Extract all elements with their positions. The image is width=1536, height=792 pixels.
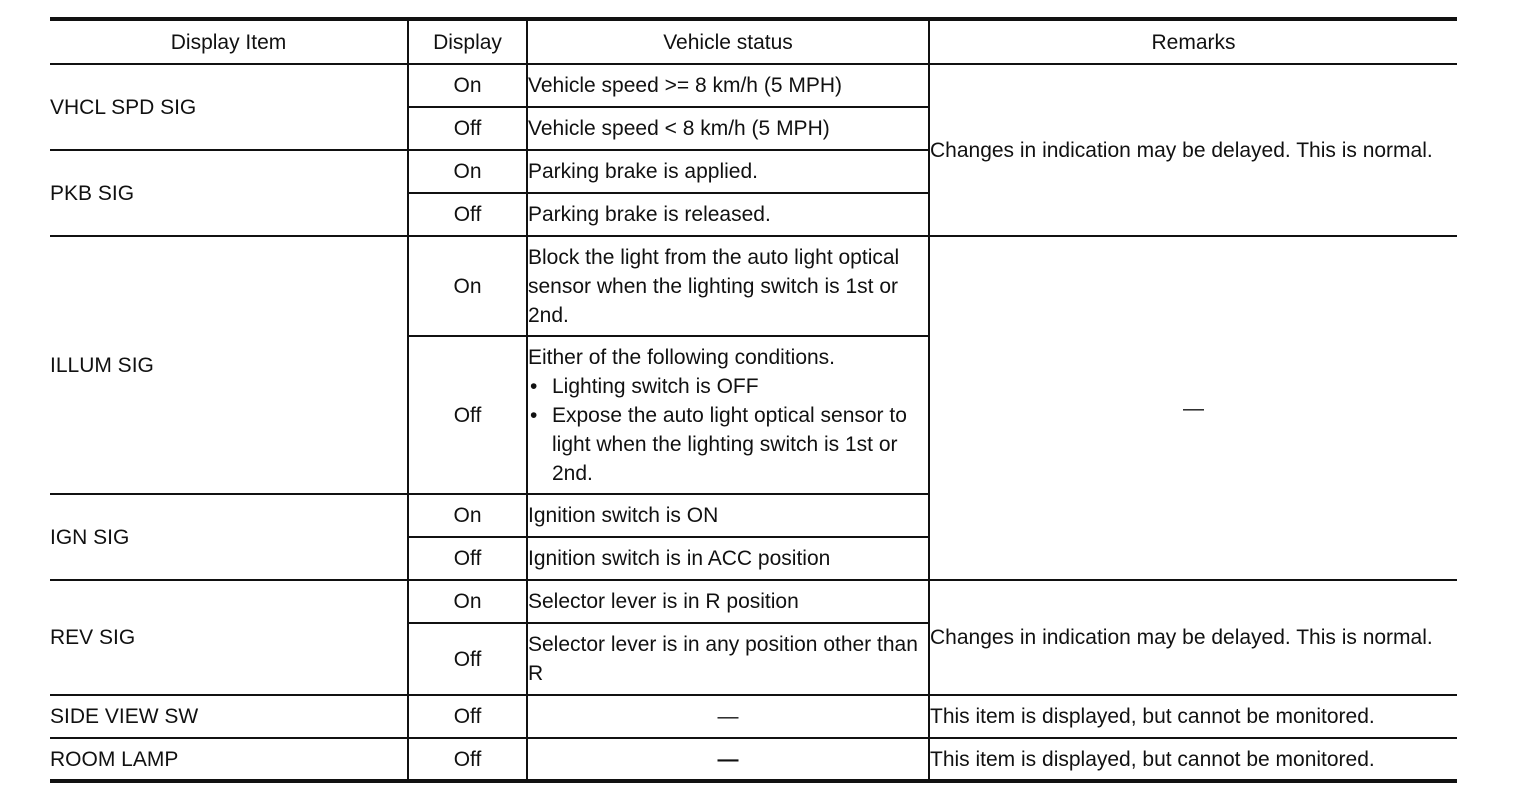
header-display-item: Display Item [50,19,408,64]
status-text: Ignition switch is ON [527,494,929,537]
display-item-table [50,17,1457,783]
table-row [50,580,1457,623]
dash: — [1183,396,1204,420]
remark-delayed: Changes in indication may be delayed. This is normal. [929,580,1457,695]
display-value: On [408,494,527,537]
header-row [50,19,1457,64]
item-pkb-sig: PKB SIG [50,150,408,236]
display-value: Off [408,193,527,236]
status-dash: — [527,695,929,738]
status-text: Ignition switch is in ACC position [527,537,929,580]
item-vhcl-spd-sig: VHCL SPD SIG [50,64,408,150]
item-room-lamp: ROOM LAMP [50,738,408,781]
item-ign-sig: IGN SIG [50,494,408,580]
item-illum-sig: ILLUM SIG [50,236,408,494]
remark-delayed: Changes in indication may be delayed. This is normal. [930,138,1433,162]
display-value: On [408,150,527,193]
status-text: Selector lever is in R position [527,580,929,623]
header-display: Display [408,19,527,64]
status-intro: Either of the following conditions. [528,345,836,369]
item-side-view-sw: SIDE VIEW SW [50,695,408,738]
list-item: • Expose the auto light optical sensor to light when the lighting switch is 1st or 2nd. [528,401,928,488]
list-item: • Lighting switch is OFF [528,372,928,401]
table-row [50,738,1457,781]
table-row [50,64,1457,107]
remark-dash [929,236,1457,580]
display-value: Off [408,738,527,781]
display-value: On [408,236,527,336]
table-row [50,695,1457,738]
status-text: Block the light from the auto light optical sensor when the lighting switch is 1st or 2nd. [527,236,929,336]
status-text: Parking brake is released. [527,193,929,236]
table-row [50,236,1457,336]
status-text [527,336,929,494]
condition-list [528,372,928,488]
remark-not-monitored: This item is displayed, but cannot be monitored. [929,695,1457,738]
status-text: Selector lever is in any position other than R [527,623,929,695]
display-value: On [408,64,527,107]
status-text: Vehicle speed >= 8 km/h (5 MPH) [527,64,929,107]
display-value: Off [408,336,527,494]
display-value: Off [408,695,527,738]
display-value: Off [408,623,527,695]
header-remarks: Remarks [929,19,1457,64]
status-dash: — [527,738,929,781]
status-text: Vehicle speed < 8 km/h (5 MPH) [527,107,929,150]
display-value: Off [408,537,527,580]
status-text: Parking brake is applied. [527,150,929,193]
item-rev-sig: REV SIG [50,580,408,695]
remark-not-monitored: This item is displayed, but cannot be monitored. [929,738,1457,781]
display-value: On [408,580,527,623]
display-value: Off [408,107,527,150]
header-vehicle-status: Vehicle status [527,19,929,64]
